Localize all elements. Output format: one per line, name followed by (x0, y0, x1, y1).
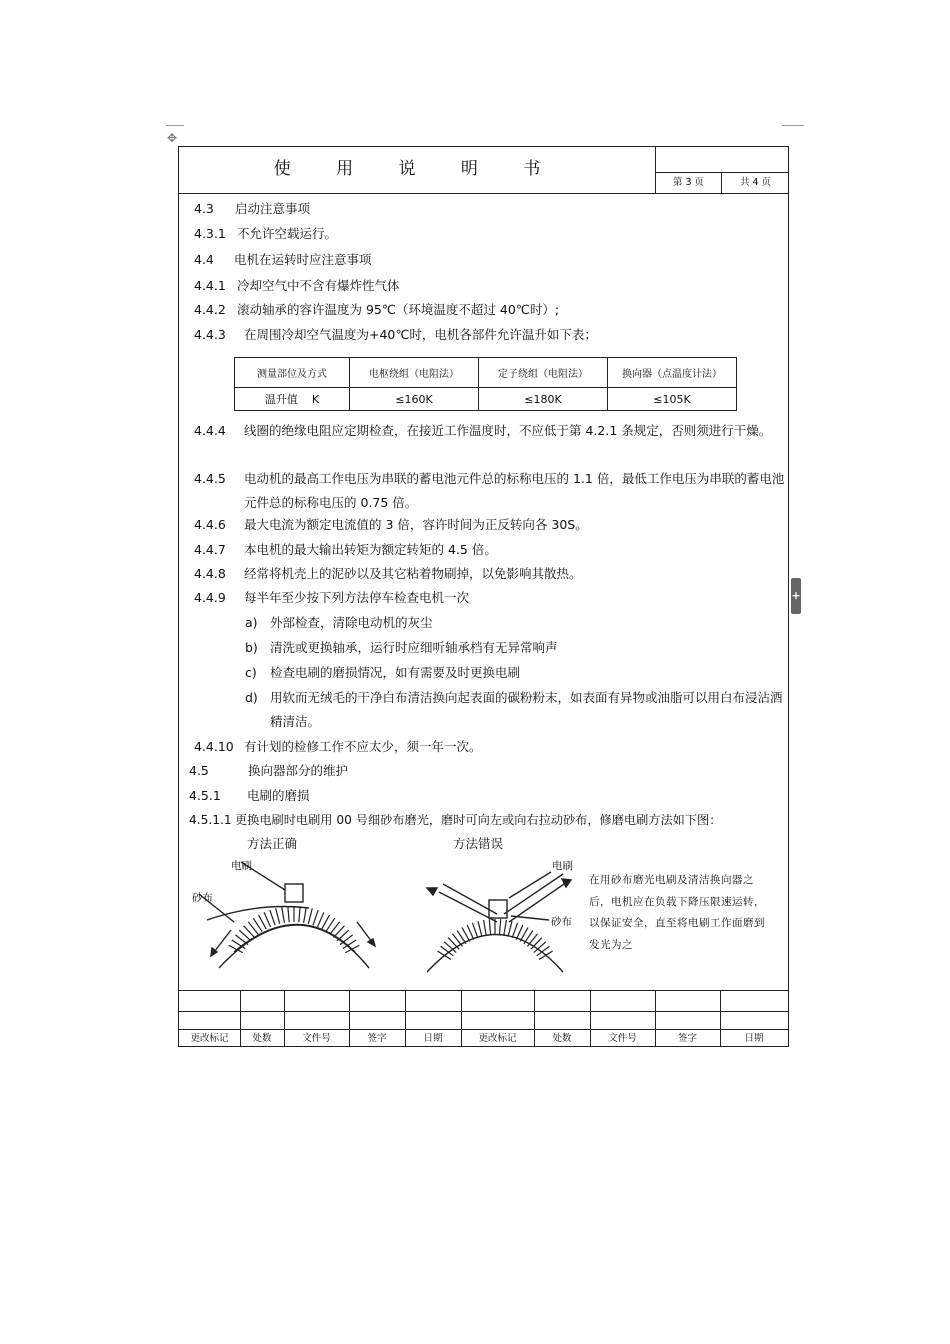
section-4-4: 4.4 电机在运转时应注意事项 (194, 252, 372, 267)
commutator-segment (270, 910, 275, 925)
section-4-3-1: 4.3.1 不允许空载运行。 (194, 226, 338, 241)
page-total: 共 4 页 (739, 177, 772, 188)
wrong-method-diagram (427, 872, 571, 972)
table-header: 电枢绕组（电阻法） (350, 358, 479, 388)
commutator-segment (508, 921, 512, 936)
commutator-segment (276, 908, 280, 924)
list-item: b) 清洗或更换轴承，运行时应细听轴承档有无异常响声 (245, 640, 558, 655)
section-4-4-1: 4.4.1 冷却空气中不含有爆炸性气体 (194, 278, 400, 293)
commutator-segment (304, 907, 307, 923)
table-cell: ≤180K (479, 388, 608, 411)
page-header (179, 147, 788, 194)
table-header: 测量部位及方式 (235, 358, 350, 388)
commutator-segment (499, 919, 500, 935)
list-item-label: d) (245, 690, 258, 705)
commutator-segment (484, 920, 487, 936)
page-title: 使 用 说 明 书 (273, 159, 561, 179)
footer-label: 更改标记 (190, 1033, 229, 1044)
section-4-4-4-text: 线圈的绝缘电阻应定期检查，在接近工作温度时，不应低于第 4.2.1 条规定，否则须进行干燥。 (244, 423, 772, 438)
move-icon[interactable]: ✥ (166, 131, 178, 145)
figure-label-wrong: 方法错误 (453, 836, 504, 851)
commutator-segment (308, 908, 312, 924)
figure-note: 在用砂布磨光电刷及清洁换向器之后，电机应在负载下降压限速运转，以保证安全，直至将电刷工作面磨到发光为之 (589, 874, 765, 951)
page-current: 第 3 页 (656, 172, 722, 193)
commutator-segment (504, 920, 507, 936)
section-4-5: 4.5 换向器部分的维护 (189, 763, 349, 778)
commutator-segment (489, 919, 490, 935)
section-4-4-2: 4.4.2 滚动轴承的容许温度为 95℃（环境温度不超过 40℃时）; (194, 302, 560, 317)
corner-mark-left (166, 125, 184, 126)
commutator-segment (317, 912, 323, 927)
section-4-4-5-num: 4.4.5 (194, 471, 226, 486)
brush-grinding-figure (179, 852, 788, 990)
page-number-box (655, 147, 789, 193)
footer-label: 日期 (744, 1033, 764, 1044)
table-cell: ≤105K (608, 388, 737, 411)
commutator-segment (288, 906, 289, 922)
footer-label: 更改标记 (478, 1033, 517, 1044)
footer-label: 签字 (367, 1033, 387, 1044)
section-4-4-5-text: 电动机的最高工作电压为串联的蓄电池元件总的标称电压的 1.1 倍，最低工作电压为串联的蓄电池元件总的标称电压的 0.75 倍。 (244, 471, 785, 510)
footer-label: 文件号 (302, 1033, 331, 1044)
brush-label-right: 电刷 (552, 860, 573, 872)
footer-label: 处数 (252, 1033, 272, 1044)
section-4-5-1-1: 4.5.1.1 更换电刷时电刷用 00 号细砂布磨光，磨时可向左或向右拉动砂布，修磨电刷方法如下图： (189, 813, 722, 827)
section-4-4-4-num: 4.4.4 (194, 423, 226, 438)
commutator-segment (512, 923, 517, 938)
commutator-segment (313, 910, 318, 925)
list-item: a) 外部检查，清除电动机的灰尘 (245, 615, 433, 630)
list-item: 用软而无绒毛的干净白布清洁换向起表面的碳粉粉末，如表面有异物或油脂可以用白布浸沾酒精清洁。 (270, 690, 783, 729)
section-4-4-6: 4.4.6 最大电流为额定电流值的 3 倍，容许时间为正反转向各 30S。 (194, 517, 588, 532)
commutator-segment (282, 907, 285, 923)
section-4-5-1: 4.5.1 电刷的磨损 (189, 788, 310, 803)
section-4-4-8: 4.4.8 经常将机壳上的泥砂以及其它粘着物刷掉，以免影响其散热。 (194, 566, 582, 581)
footer-label: 文件号 (608, 1033, 637, 1044)
expand-icon[interactable]: + (791, 578, 801, 614)
section-4-4-7: 4.4.7 本电机的最大输出转矩为额定转矩的 4.5 倍。 (194, 542, 497, 557)
sandcloth-label-left: 砂布 (192, 892, 213, 904)
corner-mark-right (782, 125, 804, 126)
section-4-4-10: 4.4.10 有计划的检修工作不应太少，须一年一次。 (194, 739, 482, 754)
temperature-rise-table (234, 357, 737, 411)
footer-label: 日期 (423, 1033, 443, 1044)
table-header: 换向器（点温度计法） (608, 358, 737, 388)
table-row-label: 温升值 K (235, 388, 350, 411)
document-page (178, 146, 789, 1047)
brush-label-left: 电刷 (231, 860, 252, 872)
revision-table (179, 990, 788, 1047)
table-cell: ≤160K (350, 388, 479, 411)
commutator-segment (264, 912, 270, 927)
footer-label: 签字 (677, 1033, 697, 1044)
footer-label: 处数 (552, 1033, 572, 1044)
table-header: 定子绕组（电阻法） (479, 358, 608, 388)
section-4-3: 4.3 启动注意事项 (194, 201, 311, 216)
list-item: c) 检查电刷的磨损情况，如有需要及时更换电刷 (245, 665, 521, 680)
section-4-4-3: 4.4.3 在周围冷却空气温度为+40℃时，电机各部件允许温升如下表； (194, 327, 597, 342)
correct-method-diagram (199, 862, 375, 968)
commutator-segment (299, 906, 300, 922)
sandcloth-label-right: 砂布 (551, 916, 572, 928)
commutator-segment (472, 923, 477, 938)
commutator-segment (478, 921, 482, 936)
section-4-4-9: 4.4.9 每半年至少按下列方法停车检查电机一次 (194, 590, 470, 605)
figure-label-correct: 方法正确 (247, 836, 298, 851)
